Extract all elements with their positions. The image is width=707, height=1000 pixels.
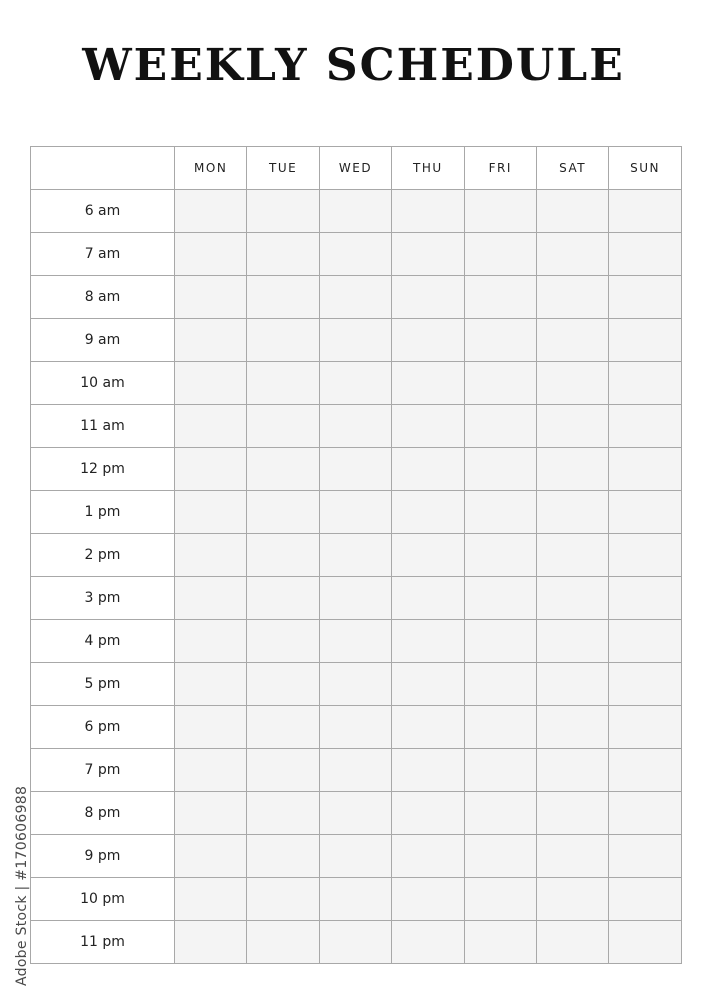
schedule-cell-sun[interactable] (609, 534, 681, 577)
schedule-cell-wed[interactable] (319, 663, 391, 706)
time-label: 11 pm (31, 921, 175, 964)
time-label: 2 pm (31, 534, 175, 577)
day-header-mon: MON (175, 147, 247, 190)
time-label: 10 am (31, 362, 175, 405)
schedule-cell-sun[interactable] (609, 362, 681, 405)
time-label: 4 pm (31, 620, 175, 663)
schedule-cell-wed[interactable] (319, 190, 391, 233)
time-row (31, 362, 682, 405)
schedule-cell-fri[interactable] (464, 491, 536, 534)
schedule-cell-sun[interactable] (609, 276, 681, 319)
time-row (31, 534, 682, 577)
schedule-cell-thu[interactable] (392, 878, 464, 921)
schedule-cell-tue[interactable] (247, 749, 319, 792)
schedule-cell-wed[interactable] (319, 577, 391, 620)
schedule-cell-thu[interactable] (392, 663, 464, 706)
schedule-cell-tue[interactable] (247, 792, 319, 835)
schedule-cell-thu[interactable] (392, 233, 464, 276)
schedule-cell-fri[interactable] (464, 921, 536, 964)
schedule-cell-fri[interactable] (464, 362, 536, 405)
time-label: 6 am (31, 190, 175, 233)
schedule-table (30, 146, 682, 964)
schedule-cell-thu[interactable] (392, 792, 464, 835)
schedule-cell-fri[interactable] (464, 663, 536, 706)
schedule-cell-sat[interactable] (536, 405, 608, 448)
schedule-cell-sat[interactable] (536, 577, 608, 620)
schedule-cell-sat[interactable] (536, 878, 608, 921)
day-header-tue: TUE (247, 147, 319, 190)
schedule-cell-tue[interactable] (247, 405, 319, 448)
schedule-cell-wed[interactable] (319, 878, 391, 921)
schedule-cell-tue[interactable] (247, 878, 319, 921)
schedule-cell-mon[interactable] (175, 620, 247, 663)
schedule-cell-thu[interactable] (392, 319, 464, 362)
time-label: 6 pm (31, 706, 175, 749)
schedule-cell-thu[interactable] (392, 491, 464, 534)
schedule-cell-tue[interactable] (247, 448, 319, 491)
schedule-cell-fri[interactable] (464, 405, 536, 448)
schedule-cell-tue[interactable] (247, 362, 319, 405)
schedule-cell-sun[interactable] (609, 190, 681, 233)
schedule-cell-sat[interactable] (536, 362, 608, 405)
day-header-thu: THU (392, 147, 464, 190)
schedule-cell-fri[interactable] (464, 276, 536, 319)
schedule-cell-thu[interactable] (392, 577, 464, 620)
schedule-cell-thu[interactable] (392, 749, 464, 792)
schedule-cell-thu[interactable] (392, 448, 464, 491)
schedule-cell-wed[interactable] (319, 405, 391, 448)
day-header-sun: SUN (609, 147, 681, 190)
time-label: 9 pm (31, 835, 175, 878)
time-label: 11 am (31, 405, 175, 448)
schedule-cell-thu[interactable] (392, 405, 464, 448)
time-row (31, 577, 682, 620)
schedule-cell-wed[interactable] (319, 534, 391, 577)
time-row (31, 233, 682, 276)
schedule-cell-sun[interactable] (609, 448, 681, 491)
schedule-cell-tue[interactable] (247, 319, 319, 362)
schedule-cell-fri[interactable] (464, 620, 536, 663)
schedule-body (31, 190, 682, 964)
time-row (31, 405, 682, 448)
time-label: 3 pm (31, 577, 175, 620)
time-label: 7 am (31, 233, 175, 276)
schedule-cell-mon[interactable] (175, 276, 247, 319)
schedule-cell-thu[interactable] (392, 706, 464, 749)
schedule-cell-sun[interactable] (609, 620, 681, 663)
schedule-cell-sun[interactable] (609, 663, 681, 706)
time-row (31, 620, 682, 663)
schedule-cell-thu[interactable] (392, 534, 464, 577)
schedule-cell-tue[interactable] (247, 534, 319, 577)
schedule-cell-thu[interactable] (392, 835, 464, 878)
time-row (31, 276, 682, 319)
schedule-cell-sat[interactable] (536, 792, 608, 835)
schedule-cell-mon[interactable] (175, 706, 247, 749)
schedule-cell-sat[interactable] (536, 835, 608, 878)
time-row (31, 749, 682, 792)
time-row (31, 663, 682, 706)
header-row (31, 147, 682, 190)
schedule-cell-tue[interactable] (247, 577, 319, 620)
time-label: 8 am (31, 276, 175, 319)
time-row (31, 491, 682, 534)
schedule-cell-mon[interactable] (175, 792, 247, 835)
time-row (31, 706, 682, 749)
schedule-cell-sat[interactable] (536, 749, 608, 792)
schedule-cell-tue[interactable] (247, 835, 319, 878)
schedule-cell-fri[interactable] (464, 792, 536, 835)
schedule-cell-wed[interactable] (319, 835, 391, 878)
schedule-cell-tue[interactable] (247, 706, 319, 749)
schedule-cell-tue[interactable] (247, 491, 319, 534)
time-row (31, 448, 682, 491)
stock-watermark: Adobe Stock | #170606988 (14, 785, 30, 986)
schedule-cell-sun[interactable] (609, 319, 681, 362)
schedule-cell-wed[interactable] (319, 319, 391, 362)
schedule-cell-sun[interactable] (609, 835, 681, 878)
schedule-cell-mon[interactable] (175, 534, 247, 577)
schedule-cell-thu[interactable] (392, 190, 464, 233)
schedule-cell-sat[interactable] (536, 491, 608, 534)
schedule-cell-mon[interactable] (175, 663, 247, 706)
schedule-cell-fri[interactable] (464, 878, 536, 921)
schedule-cell-wed[interactable] (319, 276, 391, 319)
page-title: WEEKLY SCHEDULE (82, 40, 625, 91)
time-label: 10 pm (31, 878, 175, 921)
schedule-cell-sun[interactable] (609, 921, 681, 964)
schedule-cell-tue[interactable] (247, 190, 319, 233)
schedule-cell-fri[interactable] (464, 577, 536, 620)
schedule-cell-mon[interactable] (175, 577, 247, 620)
schedule-cell-fri[interactable] (464, 534, 536, 577)
schedule-cell-sun[interactable] (609, 491, 681, 534)
time-label: 7 pm (31, 749, 175, 792)
schedule-cell-sat[interactable] (536, 663, 608, 706)
schedule-cell-sun[interactable] (609, 749, 681, 792)
day-header-fri: FRI (464, 147, 536, 190)
schedule-cell-wed[interactable] (319, 362, 391, 405)
schedule-cell-tue[interactable] (247, 233, 319, 276)
schedule-cell-sat[interactable] (536, 276, 608, 319)
schedule-cell-sat[interactable] (536, 921, 608, 964)
schedule-cell-sat[interactable] (536, 319, 608, 362)
schedule-cell-sat[interactable] (536, 620, 608, 663)
schedule-cell-fri[interactable] (464, 706, 536, 749)
time-label: 1 pm (31, 491, 175, 534)
time-label: 9 am (31, 319, 175, 362)
schedule-cell-tue[interactable] (247, 921, 319, 964)
schedule-cell-fri[interactable] (464, 319, 536, 362)
time-row (31, 792, 682, 835)
schedule-cell-mon[interactable] (175, 362, 247, 405)
schedule-cell-mon[interactable] (175, 319, 247, 362)
schedule-cell-mon[interactable] (175, 835, 247, 878)
time-row (31, 878, 682, 921)
schedule-cell-mon[interactable] (175, 921, 247, 964)
schedule-cell-wed[interactable] (319, 620, 391, 663)
schedule-cell-tue[interactable] (247, 663, 319, 706)
schedule-cell-fri[interactable] (464, 835, 536, 878)
schedule-cell-thu[interactable] (392, 620, 464, 663)
schedule-cell-wed[interactable] (319, 706, 391, 749)
time-label: 5 pm (31, 663, 175, 706)
schedule-cell-sun[interactable] (609, 792, 681, 835)
schedule-cell-fri[interactable] (464, 448, 536, 491)
schedule-cell-wed[interactable] (319, 792, 391, 835)
schedule-cell-wed[interactable] (319, 448, 391, 491)
corner-cell (31, 147, 175, 190)
schedule-cell-mon[interactable] (175, 448, 247, 491)
schedule-cell-wed[interactable] (319, 921, 391, 964)
schedule-cell-sun[interactable] (609, 706, 681, 749)
schedule-cell-fri[interactable] (464, 749, 536, 792)
schedule-cell-mon[interactable] (175, 405, 247, 448)
schedule-cell-sun[interactable] (609, 577, 681, 620)
time-label: 12 pm (31, 448, 175, 491)
day-header-sat: SAT (536, 147, 608, 190)
schedule-cell-mon[interactable] (175, 491, 247, 534)
schedule-cell-sat[interactable] (536, 534, 608, 577)
time-row (31, 319, 682, 362)
schedule-cell-wed[interactable] (319, 491, 391, 534)
schedule-cell-mon[interactable] (175, 233, 247, 276)
schedule-cell-mon[interactable] (175, 878, 247, 921)
schedule-cell-sat[interactable] (536, 190, 608, 233)
schedule-cell-sun[interactable] (609, 878, 681, 921)
schedule-cell-sat[interactable] (536, 706, 608, 749)
time-row (31, 921, 682, 964)
schedule-cell-thu[interactable] (392, 362, 464, 405)
schedule-cell-sat[interactable] (536, 233, 608, 276)
schedule-cell-mon[interactable] (175, 749, 247, 792)
schedule-cell-thu[interactable] (392, 921, 464, 964)
schedule-cell-fri[interactable] (464, 233, 536, 276)
schedule-cell-wed[interactable] (319, 749, 391, 792)
time-row (31, 190, 682, 233)
schedule-cell-tue[interactable] (247, 620, 319, 663)
day-header-wed: WED (319, 147, 391, 190)
time-label: 8 pm (31, 792, 175, 835)
schedule-cell-fri[interactable] (464, 190, 536, 233)
time-row (31, 835, 682, 878)
schedule-cell-sun[interactable] (609, 233, 681, 276)
schedule-cell-mon[interactable] (175, 190, 247, 233)
schedule-cell-wed[interactable] (319, 233, 391, 276)
schedule-cell-thu[interactable] (392, 276, 464, 319)
schedule-cell-sun[interactable] (609, 405, 681, 448)
schedule-cell-tue[interactable] (247, 276, 319, 319)
schedule-cell-sat[interactable] (536, 448, 608, 491)
